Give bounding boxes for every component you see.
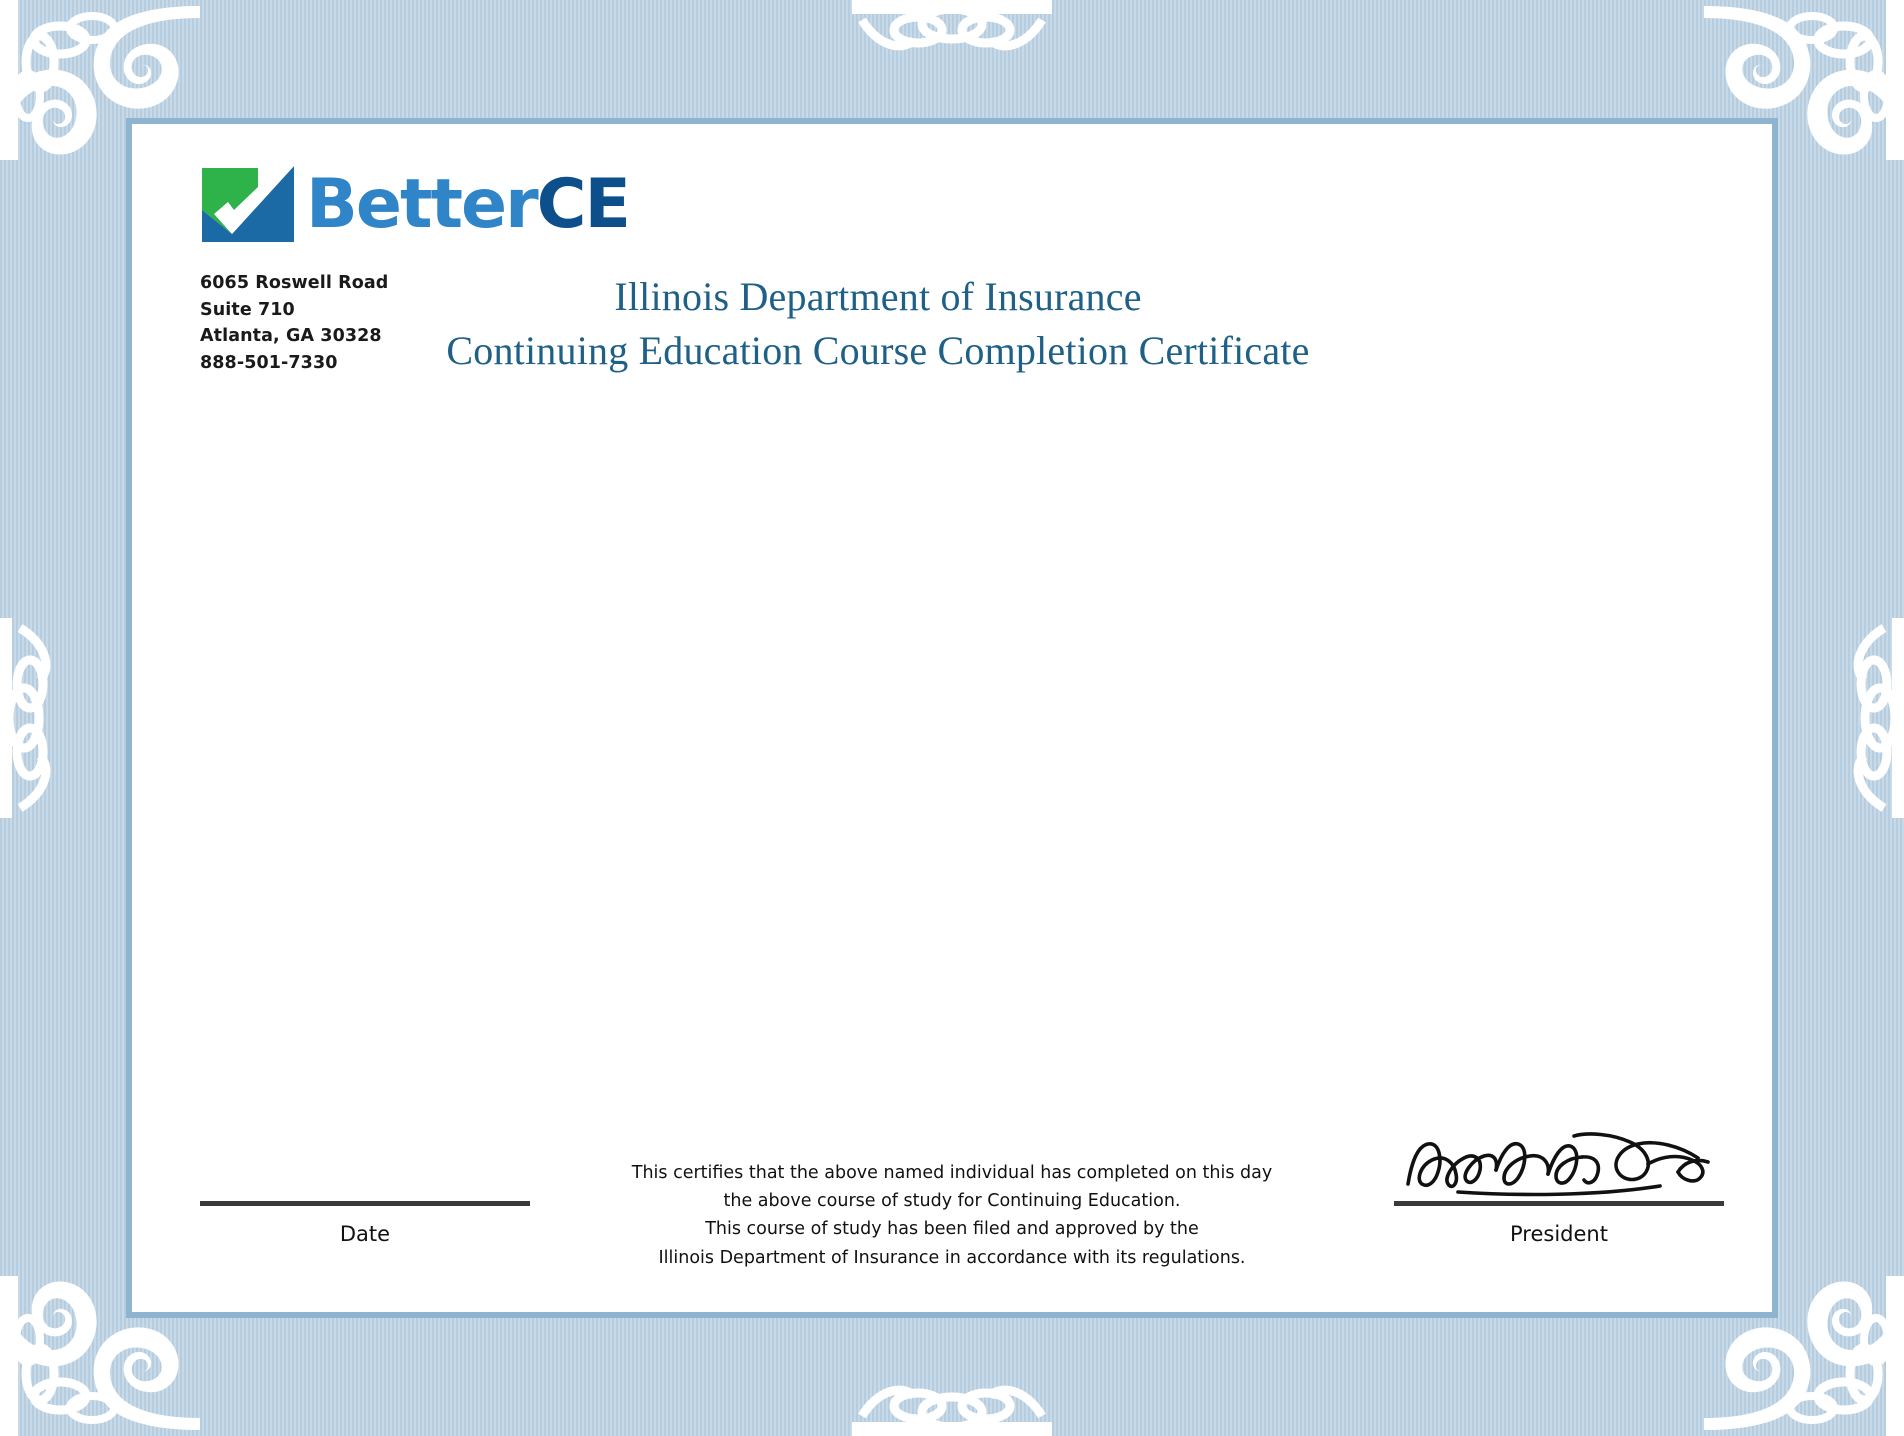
certificate-title	[378, 270, 1378, 379]
attestation-text	[622, 1159, 1282, 1272]
edge-ornament-right-icon	[1824, 618, 1904, 818]
certificate-footer	[138, 1132, 1766, 1282]
checkmark-logo-icon	[198, 162, 300, 248]
attestation-line-1: This certifies that the above named individual has completed on this day	[631, 1162, 1273, 1183]
certificate-content	[138, 130, 1766, 1306]
date-label: Date	[339, 1222, 391, 1246]
edge-ornament-left-icon	[0, 618, 80, 818]
address-line-2: Suite 710	[200, 299, 295, 320]
president-signature-line	[1394, 1201, 1724, 1206]
logo-text-ce: CE	[536, 165, 629, 244]
attestation-line-3: This course of study has been filed and approved by the	[705, 1219, 1199, 1240]
address-line-1: 6065 Roswell Road	[200, 273, 389, 293]
address-line-3: Atlanta, GA 30328	[200, 326, 382, 347]
company-address	[200, 270, 388, 376]
date-signature-line	[200, 1201, 530, 1206]
president-label: President	[1510, 1222, 1608, 1246]
attestation-line-2: the above course of study for Continuing Education.	[723, 1190, 1181, 1211]
edge-ornament-bottom-icon	[852, 1356, 1052, 1436]
title-line-2: Continuing Education Course Completion Certificate	[446, 328, 1310, 374]
edge-ornament-top-icon	[852, 0, 1052, 80]
attestation-line-4: Illinois Department of Insurance in accordance with its regulations.	[658, 1247, 1246, 1268]
address-phone: 888-501-7330	[200, 352, 338, 373]
betterce-logo	[198, 162, 629, 248]
title-line-1: Illinois Department of Insurance	[614, 274, 1142, 319]
president-signature-image	[1398, 1130, 1718, 1202]
logo-text-better: Better	[306, 165, 537, 244]
